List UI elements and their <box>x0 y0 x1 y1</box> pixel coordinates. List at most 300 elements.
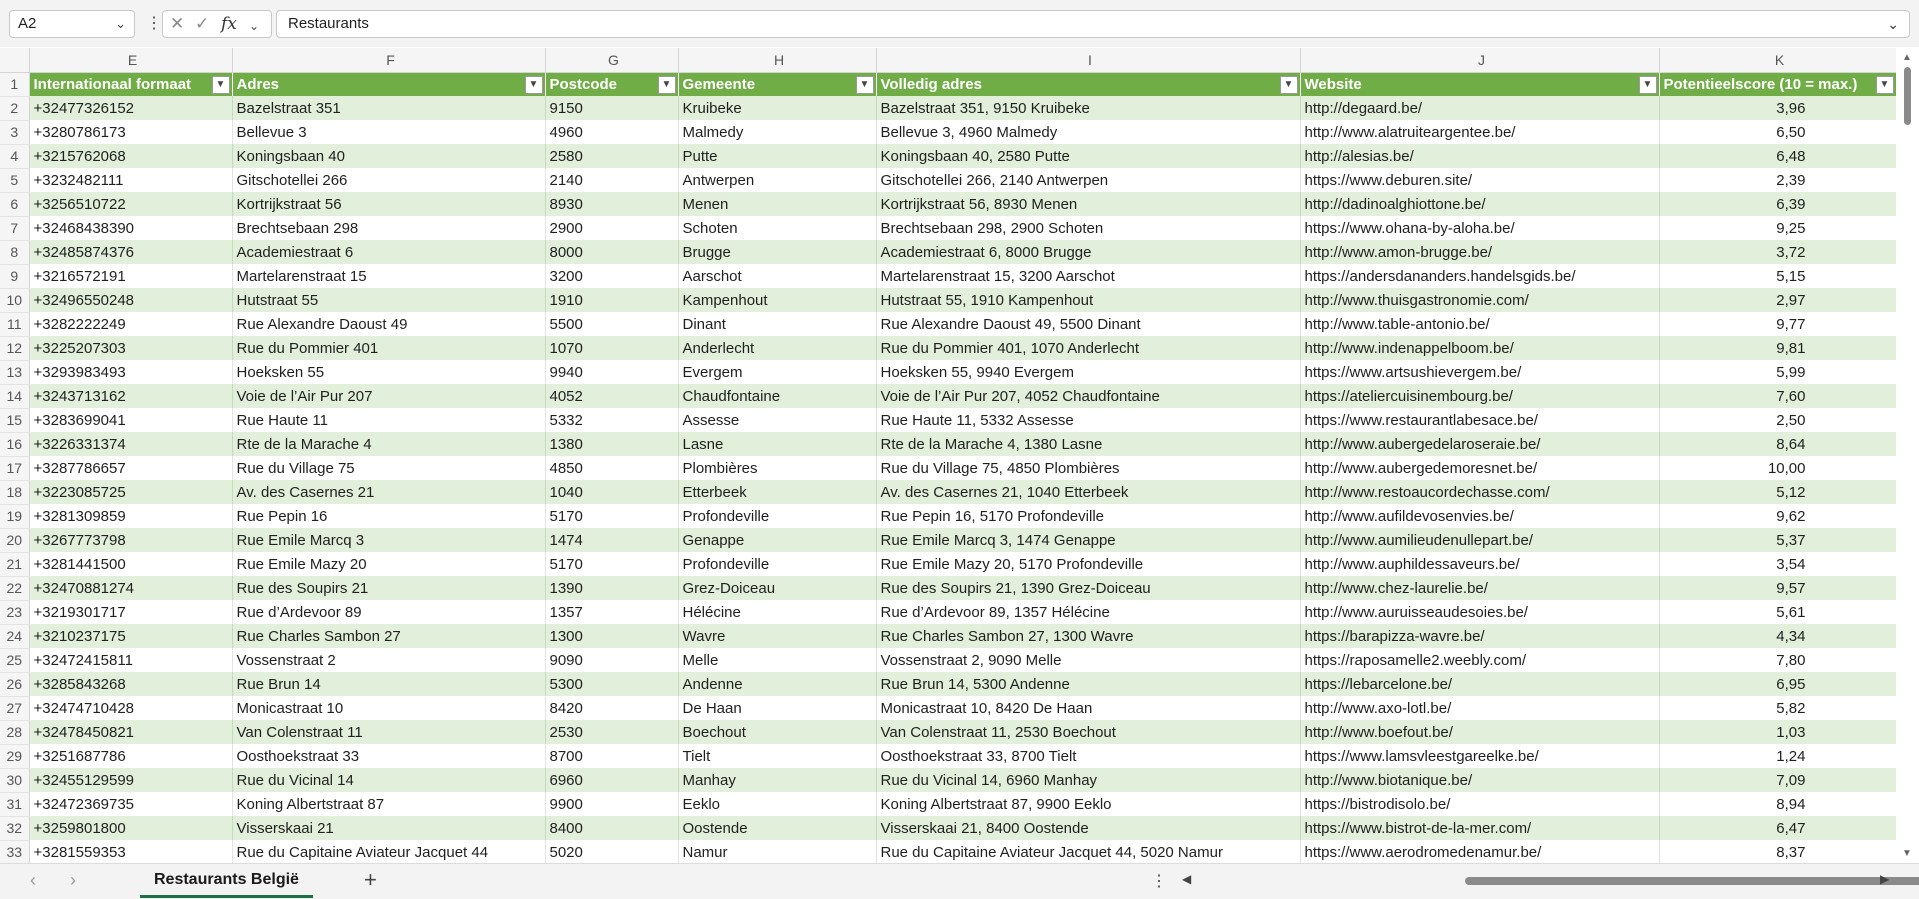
table-cell[interactable]: 9900 <box>545 792 678 816</box>
prev-sheet-icon[interactable]: ‹ <box>30 870 36 890</box>
row-header[interactable]: 13 <box>0 360 29 384</box>
table-cell[interactable]: http://degaard.be/ <box>1300 96 1659 120</box>
table-cell[interactable]: 9,25 <box>1659 216 1896 240</box>
table-cell[interactable]: 8,94 <box>1659 792 1896 816</box>
table-cell[interactable]: Oosthoekstraat 33, 8700 Tielt <box>876 744 1300 768</box>
table-cell[interactable]: Rte de la Marache 4, 1380 Lasne <box>876 432 1300 456</box>
table-cell[interactable]: Kruibeke <box>678 96 876 120</box>
table-cell[interactable]: 5500 <box>545 312 678 336</box>
table-cell[interactable]: 3200 <box>545 264 678 288</box>
table-cell[interactable]: 2,39 <box>1659 168 1896 192</box>
scroll-right-icon[interactable]: ▶ <box>1880 872 1890 886</box>
table-cell[interactable]: Visserskaai 21 <box>232 816 545 840</box>
table-cell[interactable]: http://www.aubergedemoresnet.be/ <box>1300 456 1659 480</box>
column-header-f[interactable]: F <box>232 48 545 72</box>
table-cell[interactable]: Rte de la Marache 4 <box>232 432 545 456</box>
table-cell[interactable]: Lasne <box>678 432 876 456</box>
table-cell[interactable]: 2580 <box>545 144 678 168</box>
table-cell[interactable]: 1,24 <box>1659 744 1896 768</box>
table-cell[interactable]: +3283699041 <box>29 408 232 432</box>
table-cell[interactable]: +32470881274 <box>29 576 232 600</box>
table-cell[interactable]: Dinant <box>678 312 876 336</box>
table-cell[interactable]: 8420 <box>545 696 678 720</box>
table-cell[interactable]: Putte <box>678 144 876 168</box>
table-cell[interactable]: 1040 <box>545 480 678 504</box>
table-cell[interactable]: 2140 <box>545 168 678 192</box>
horizontal-scroll-thumb[interactable] <box>1465 877 1919 885</box>
table-cell[interactable]: Assesse <box>678 408 876 432</box>
table-cell[interactable]: +3251687786 <box>29 744 232 768</box>
row-header[interactable]: 29 <box>0 744 29 768</box>
row-header[interactable]: 20 <box>0 528 29 552</box>
table-cell[interactable]: 9,81 <box>1659 336 1896 360</box>
header-cell[interactable] <box>876 72 1300 96</box>
insert-function-button[interactable]: fx <box>221 14 237 34</box>
table-cell[interactable]: Rue du Pommier 401 <box>232 336 545 360</box>
filter-dropdown-icon[interactable]: ▼ <box>658 76 676 94</box>
table-cell[interactable]: Evergem <box>678 360 876 384</box>
table-cell[interactable]: +3256510722 <box>29 192 232 216</box>
row-header[interactable]: 9 <box>0 264 29 288</box>
table-cell[interactable]: https://www.bistrot-de-la-mer.com/ <box>1300 816 1659 840</box>
table-cell[interactable]: Oostende <box>678 816 876 840</box>
table-cell[interactable]: http://www.auruisseaudesoies.be/ <box>1300 600 1659 624</box>
table-cell[interactable]: http://www.boefout.be/ <box>1300 720 1659 744</box>
table-cell[interactable]: Martelarenstraat 15, 3200 Aarschot <box>876 264 1300 288</box>
row-header[interactable]: 5 <box>0 168 29 192</box>
table-cell[interactable]: Rue Alexandre Daoust 49 <box>232 312 545 336</box>
table-cell[interactable]: Rue Haute 11 <box>232 408 545 432</box>
table-cell[interactable]: 1474 <box>545 528 678 552</box>
table-cell[interactable]: https://www.aerodromedenamur.be/ <box>1300 840 1659 863</box>
table-cell[interactable]: http://www.indenappelboom.be/ <box>1300 336 1659 360</box>
vertical-scroll-thumb[interactable] <box>1904 67 1911 125</box>
table-cell[interactable]: 2,50 <box>1659 408 1896 432</box>
table-cell[interactable]: +3232482111 <box>29 168 232 192</box>
table-cell[interactable]: 4850 <box>545 456 678 480</box>
table-cell[interactable]: https://www.ohana-by-aloha.be/ <box>1300 216 1659 240</box>
table-cell[interactable]: Vossenstraat 2 <box>232 648 545 672</box>
table-cell[interactable]: +3281559353 <box>29 840 232 863</box>
table-cell[interactable]: +3281441500 <box>29 552 232 576</box>
table-cell[interactable]: 7,09 <box>1659 768 1896 792</box>
table-cell[interactable]: Rue Alexandre Daoust 49, 5500 Dinant <box>876 312 1300 336</box>
expand-formula-icon[interactable]: ⌄ <box>1887 16 1899 32</box>
table-cell[interactable]: Academiestraat 6 <box>232 240 545 264</box>
table-cell[interactable]: 3,96 <box>1659 96 1896 120</box>
table-cell[interactable]: 10,00 <box>1659 456 1896 480</box>
table-cell[interactable]: +3243713162 <box>29 384 232 408</box>
table-cell[interactable]: 7,80 <box>1659 648 1896 672</box>
table-cell[interactable]: http://www.thuisgastronomie.com/ <box>1300 288 1659 312</box>
table-cell[interactable]: Namur <box>678 840 876 863</box>
table-cell[interactable]: Rue Haute 11, 5332 Assesse <box>876 408 1300 432</box>
row-header[interactable]: 16 <box>0 432 29 456</box>
table-cell[interactable]: http://dadinoalghiottone.be/ <box>1300 192 1659 216</box>
table-cell[interactable]: 8,64 <box>1659 432 1896 456</box>
table-cell[interactable]: 7,60 <box>1659 384 1896 408</box>
row-header[interactable]: 22 <box>0 576 29 600</box>
table-cell[interactable]: Av. des Casernes 21, 1040 Etterbeek <box>876 480 1300 504</box>
table-cell[interactable]: Koning Albertstraat 87, 9900 Eeklo <box>876 792 1300 816</box>
cancel-icon[interactable]: ✕ <box>170 14 185 33</box>
table-cell[interactable]: Kortrijkstraat 56, 8930 Menen <box>876 192 1300 216</box>
filter-dropdown-icon[interactable]: ▼ <box>212 76 230 94</box>
table-cell[interactable]: +3210237175 <box>29 624 232 648</box>
filter-dropdown-icon[interactable]: ▼ <box>525 76 543 94</box>
table-cell[interactable]: +3280786173 <box>29 120 232 144</box>
filter-dropdown-icon[interactable]: ▼ <box>1639 76 1657 94</box>
table-cell[interactable]: https://ateliercuisinembourg.be/ <box>1300 384 1659 408</box>
row-header[interactable]: 3 <box>0 120 29 144</box>
table-cell[interactable]: 2,97 <box>1659 288 1896 312</box>
column-header-i[interactable]: I <box>876 48 1300 72</box>
table-cell[interactable]: Oosthoekstraat 33 <box>232 744 545 768</box>
table-cell[interactable]: Voie de l’Air Pur 207, 4052 Chaudfontaine <box>876 384 1300 408</box>
table-cell[interactable]: Rue du Village 75 <box>232 456 545 480</box>
table-cell[interactable]: http://www.biotanique.be/ <box>1300 768 1659 792</box>
table-cell[interactable]: +3259801800 <box>29 816 232 840</box>
row-header[interactable]: 24 <box>0 624 29 648</box>
table-cell[interactable]: 5,15 <box>1659 264 1896 288</box>
table-cell[interactable]: +3287786657 <box>29 456 232 480</box>
select-all-corner[interactable] <box>0 48 29 72</box>
row-header[interactable]: 7 <box>0 216 29 240</box>
table-cell[interactable]: Monicastraat 10 <box>232 696 545 720</box>
row-header[interactable]: 27 <box>0 696 29 720</box>
table-cell[interactable]: Rue Brun 14 <box>232 672 545 696</box>
table-cell[interactable]: http://alesias.be/ <box>1300 144 1659 168</box>
table-cell[interactable]: +3285843268 <box>29 672 232 696</box>
table-cell[interactable]: https://www.lamsvleestgareelke.be/ <box>1300 744 1659 768</box>
row-header[interactable]: 31 <box>0 792 29 816</box>
table-cell[interactable]: Visserskaai 21, 8400 Oostende <box>876 816 1300 840</box>
table-cell[interactable]: +32472415811 <box>29 648 232 672</box>
table-cell[interactable]: Melle <box>678 648 876 672</box>
table-cell[interactable]: Bellevue 3, 4960 Malmedy <box>876 120 1300 144</box>
table-cell[interactable]: Aarschot <box>678 264 876 288</box>
table-cell[interactable]: 1380 <box>545 432 678 456</box>
table-cell[interactable]: http://www.aumilieudenullepart.be/ <box>1300 528 1659 552</box>
table-cell[interactable]: 1390 <box>545 576 678 600</box>
table-cell[interactable]: +32468438390 <box>29 216 232 240</box>
table-cell[interactable]: Eeklo <box>678 792 876 816</box>
table-cell[interactable]: +32496550248 <box>29 288 232 312</box>
row-header[interactable]: 12 <box>0 336 29 360</box>
table-cell[interactable]: Antwerpen <box>678 168 876 192</box>
table-cell[interactable]: Academiestraat 6, 8000 Brugge <box>876 240 1300 264</box>
row-header[interactable]: 10 <box>0 288 29 312</box>
table-cell[interactable]: 5,82 <box>1659 696 1896 720</box>
table-cell[interactable]: 9940 <box>545 360 678 384</box>
row-header[interactable]: 23 <box>0 600 29 624</box>
table-cell[interactable]: +3293983493 <box>29 360 232 384</box>
filter-dropdown-icon[interactable]: ▼ <box>1876 76 1894 94</box>
header-cell[interactable] <box>29 72 232 96</box>
row-header[interactable]: 15 <box>0 408 29 432</box>
column-header-e[interactable]: E <box>29 48 232 72</box>
table-cell[interactable]: Koningsbaan 40, 2580 Putte <box>876 144 1300 168</box>
enter-icon[interactable]: ✓ <box>195 14 210 33</box>
table-cell[interactable]: https://lebarcelone.be/ <box>1300 672 1659 696</box>
table-cell[interactable]: 4,34 <box>1659 624 1896 648</box>
table-cell[interactable]: https://www.restaurantlabesace.be/ <box>1300 408 1659 432</box>
table-cell[interactable]: Rue d’Ardevoor 89, 1357 Hélécine <box>876 600 1300 624</box>
table-cell[interactable]: 5170 <box>545 552 678 576</box>
table-cell[interactable]: Gitschotellei 266 <box>232 168 545 192</box>
table-cell[interactable]: http://www.table-antonio.be/ <box>1300 312 1659 336</box>
table-cell[interactable]: Grez-Doiceau <box>678 576 876 600</box>
table-cell[interactable]: +3216572191 <box>29 264 232 288</box>
horizontal-scrollbar[interactable] <box>1178 872 1892 890</box>
table-cell[interactable]: 4052 <box>545 384 678 408</box>
header-cell[interactable] <box>1659 72 1896 96</box>
column-header-g[interactable]: G <box>545 48 678 72</box>
table-cell[interactable]: Hutstraat 55 <box>232 288 545 312</box>
table-cell[interactable]: https://barapizza-wavre.be/ <box>1300 624 1659 648</box>
table-cell[interactable]: Van Colenstraat 11, 2530 Boechout <box>876 720 1300 744</box>
table-cell[interactable]: 5,61 <box>1659 600 1896 624</box>
table-cell[interactable]: 4960 <box>545 120 678 144</box>
table-cell[interactable]: Brugge <box>678 240 876 264</box>
scroll-left-icon[interactable]: ◀ <box>1182 872 1192 886</box>
scroll-up-icon[interactable]: ▲ <box>1902 52 1912 63</box>
row-header[interactable]: 19 <box>0 504 29 528</box>
table-cell[interactable]: Voie de l’Air Pur 207 <box>232 384 545 408</box>
table-cell[interactable]: Bazelstraat 351, 9150 Kruibeke <box>876 96 1300 120</box>
table-cell[interactable]: 5020 <box>545 840 678 863</box>
table-cell[interactable]: Van Colenstraat 11 <box>232 720 545 744</box>
table-cell[interactable]: 9,62 <box>1659 504 1896 528</box>
table-cell[interactable]: https://www.artsushievergem.be/ <box>1300 360 1659 384</box>
row-header[interactable]: 21 <box>0 552 29 576</box>
table-cell[interactable]: +3215762068 <box>29 144 232 168</box>
table-cell[interactable]: 2530 <box>545 720 678 744</box>
scroll-down-icon[interactable]: ▼ <box>1902 848 1912 859</box>
table-cell[interactable]: +32485874376 <box>29 240 232 264</box>
table-cell[interactable]: 6,50 <box>1659 120 1896 144</box>
table-cell[interactable]: 1,03 <box>1659 720 1896 744</box>
table-cell[interactable]: Profondeville <box>678 552 876 576</box>
table-cell[interactable]: 5332 <box>545 408 678 432</box>
table-cell[interactable]: 9,57 <box>1659 576 1896 600</box>
table-cell[interactable]: 8,37 <box>1659 840 1896 863</box>
table-cell[interactable]: Koning Albertstraat 87 <box>232 792 545 816</box>
table-cell[interactable]: Rue Emile Mazy 20 <box>232 552 545 576</box>
table-cell[interactable]: http://www.aufildevosenvies.be/ <box>1300 504 1659 528</box>
table-cell[interactable]: http://www.axo-lotl.be/ <box>1300 696 1659 720</box>
table-cell[interactable]: Vossenstraat 2, 9090 Melle <box>876 648 1300 672</box>
table-cell[interactable]: +32477326152 <box>29 96 232 120</box>
table-cell[interactable]: Kampenhout <box>678 288 876 312</box>
table-cell[interactable]: Rue Brun 14, 5300 Andenne <box>876 672 1300 696</box>
table-cell[interactable]: Martelarenstraat 15 <box>232 264 545 288</box>
table-cell[interactable]: 1070 <box>545 336 678 360</box>
table-cell[interactable]: Profondeville <box>678 504 876 528</box>
table-cell[interactable]: 8400 <box>545 816 678 840</box>
table-cell[interactable]: Av. des Casernes 21 <box>232 480 545 504</box>
table-cell[interactable]: Rue des Soupirs 21, 1390 Grez-Doiceau <box>876 576 1300 600</box>
row-header[interactable]: 2 <box>0 96 29 120</box>
table-cell[interactable]: Rue du Village 75, 4850 Plombières <box>876 456 1300 480</box>
row-header[interactable]: 25 <box>0 648 29 672</box>
table-cell[interactable]: Manhay <box>678 768 876 792</box>
row-header[interactable]: 18 <box>0 480 29 504</box>
header-cell[interactable] <box>678 72 876 96</box>
table-cell[interactable]: Plombières <box>678 456 876 480</box>
table-cell[interactable]: Gitschotellei 266, 2140 Antwerpen <box>876 168 1300 192</box>
table-cell[interactable]: 5300 <box>545 672 678 696</box>
row-header[interactable]: 14 <box>0 384 29 408</box>
name-box[interactable] <box>9 10 135 38</box>
row-header[interactable]: 8 <box>0 240 29 264</box>
row-header[interactable]: 28 <box>0 720 29 744</box>
table-cell[interactable]: https://raposamelle2.weebly.com/ <box>1300 648 1659 672</box>
table-cell[interactable]: 9150 <box>545 96 678 120</box>
table-cell[interactable]: Kortrijkstraat 56 <box>232 192 545 216</box>
vertical-scrollbar[interactable] <box>1896 48 1919 863</box>
chevron-down-icon[interactable]: ⌄ <box>249 19 260 33</box>
table-cell[interactable]: 1300 <box>545 624 678 648</box>
table-cell[interactable]: Koningsbaan 40 <box>232 144 545 168</box>
header-cell[interactable] <box>1300 72 1659 96</box>
table-cell[interactable]: http://www.restoaucordechasse.com/ <box>1300 480 1659 504</box>
table-cell[interactable]: +3225207303 <box>29 336 232 360</box>
more-options-icon[interactable]: ⋮ <box>1151 873 1167 890</box>
table-cell[interactable]: 3,72 <box>1659 240 1896 264</box>
row-header[interactable]: 26 <box>0 672 29 696</box>
table-cell[interactable]: 6,48 <box>1659 144 1896 168</box>
sheet-tab[interactable]: Restaurants België <box>140 864 313 898</box>
row-header[interactable]: 1 <box>0 72 29 96</box>
table-cell[interactable]: https://andersdananders.handelsgids.be/ <box>1300 264 1659 288</box>
table-cell[interactable]: Monicastraat 10, 8420 De Haan <box>876 696 1300 720</box>
table-cell[interactable]: http://www.amon-brugge.be/ <box>1300 240 1659 264</box>
table-cell[interactable]: Rue des Soupirs 21 <box>232 576 545 600</box>
table-cell[interactable]: http://www.alatruiteargentee.be/ <box>1300 120 1659 144</box>
table-cell[interactable]: Andenne <box>678 672 876 696</box>
row-header[interactable]: 17 <box>0 456 29 480</box>
chevron-down-icon[interactable]: ⌄ <box>115 16 126 31</box>
table-cell[interactable]: Anderlecht <box>678 336 876 360</box>
table-cell[interactable]: 1357 <box>545 600 678 624</box>
table-cell[interactable]: Rue Pepin 16, 5170 Profondeville <box>876 504 1300 528</box>
table-cell[interactable]: Boechout <box>678 720 876 744</box>
table-cell[interactable]: http://www.aubergedelaroseraie.be/ <box>1300 432 1659 456</box>
table-cell[interactable]: Hoeksken 55, 9940 Evergem <box>876 360 1300 384</box>
table-cell[interactable]: 5,99 <box>1659 360 1896 384</box>
row-header[interactable]: 33 <box>0 840 29 863</box>
table-cell[interactable]: +3219301717 <box>29 600 232 624</box>
add-sheet-button[interactable]: + <box>364 867 377 892</box>
table-cell[interactable]: https://www.deburen.site/ <box>1300 168 1659 192</box>
table-cell[interactable]: Schoten <box>678 216 876 240</box>
table-cell[interactable]: 8700 <box>545 744 678 768</box>
next-sheet-icon[interactable]: › <box>70 870 76 890</box>
table-cell[interactable]: +3281309859 <box>29 504 232 528</box>
row-header[interactable]: 32 <box>0 816 29 840</box>
table-cell[interactable]: 6,47 <box>1659 816 1896 840</box>
row-header[interactable]: 11 <box>0 312 29 336</box>
table-cell[interactable]: 8000 <box>545 240 678 264</box>
table-cell[interactable]: +32472369735 <box>29 792 232 816</box>
table-cell[interactable]: Rue du Vicinal 14, 6960 Manhay <box>876 768 1300 792</box>
row-header[interactable]: 6 <box>0 192 29 216</box>
table-cell[interactable]: Hutstraat 55, 1910 Kampenhout <box>876 288 1300 312</box>
table-cell[interactable]: +3267773798 <box>29 528 232 552</box>
table-cell[interactable]: 8930 <box>545 192 678 216</box>
table-cell[interactable]: Bellevue 3 <box>232 120 545 144</box>
table-cell[interactable]: Bazelstraat 351 <box>232 96 545 120</box>
table-cell[interactable]: 3,54 <box>1659 552 1896 576</box>
table-cell[interactable]: De Haan <box>678 696 876 720</box>
table-cell[interactable]: 5,37 <box>1659 528 1896 552</box>
table-cell[interactable]: Wavre <box>678 624 876 648</box>
table-cell[interactable]: Rue du Pommier 401, 1070 Anderlecht <box>876 336 1300 360</box>
row-header[interactable]: 30 <box>0 768 29 792</box>
table-cell[interactable]: Genappe <box>678 528 876 552</box>
table-cell[interactable]: http://www.chez-laurelie.be/ <box>1300 576 1659 600</box>
row-header[interactable]: 4 <box>0 144 29 168</box>
table-cell[interactable]: Hélécine <box>678 600 876 624</box>
table-cell[interactable]: 1910 <box>545 288 678 312</box>
table-cell[interactable]: Rue Charles Sambon 27 <box>232 624 545 648</box>
table-cell[interactable]: +32455129599 <box>29 768 232 792</box>
column-header-j[interactable]: J <box>1300 48 1659 72</box>
table-cell[interactable]: +32478450821 <box>29 720 232 744</box>
formula-input[interactable] <box>276 10 1910 38</box>
column-header-h[interactable]: H <box>678 48 876 72</box>
table-cell[interactable]: Rue d’Ardevoor 89 <box>232 600 545 624</box>
header-cell[interactable] <box>545 72 678 96</box>
table-cell[interactable]: +3226331374 <box>29 432 232 456</box>
more-options-icon[interactable]: ⋮ <box>146 15 162 32</box>
header-cell[interactable] <box>232 72 545 96</box>
table-cell[interactable]: Rue du Vicinal 14 <box>232 768 545 792</box>
table-cell[interactable]: Rue Emile Marcq 3 <box>232 528 545 552</box>
table-cell[interactable]: 6960 <box>545 768 678 792</box>
table-cell[interactable]: 6,95 <box>1659 672 1896 696</box>
table-cell[interactable]: Rue Charles Sambon 27, 1300 Wavre <box>876 624 1300 648</box>
table-cell[interactable]: +3282222249 <box>29 312 232 336</box>
table-cell[interactable]: +32474710428 <box>29 696 232 720</box>
table-cell[interactable]: 5170 <box>545 504 678 528</box>
table-cell[interactable]: Menen <box>678 192 876 216</box>
table-cell[interactable]: Rue du Capitaine Aviateur Jacquet 44, 5020 Namur <box>876 840 1300 863</box>
table-cell[interactable]: Tielt <box>678 744 876 768</box>
table-cell[interactable]: Rue Emile Marcq 3, 1474 Genappe <box>876 528 1300 552</box>
table-cell[interactable]: 5,12 <box>1659 480 1896 504</box>
table-cell[interactable]: Chaudfontaine <box>678 384 876 408</box>
table-cell[interactable]: Rue Emile Mazy 20, 5170 Profondeville <box>876 552 1300 576</box>
column-header-k[interactable]: K <box>1659 48 1896 72</box>
table-cell[interactable]: Rue du Capitaine Aviateur Jacquet 44 <box>232 840 545 863</box>
table-cell[interactable]: 6,39 <box>1659 192 1896 216</box>
table-cell[interactable]: Hoeksken 55 <box>232 360 545 384</box>
table-cell[interactable]: 9,77 <box>1659 312 1896 336</box>
table-cell[interactable]: 2900 <box>545 216 678 240</box>
table-cell[interactable]: +3223085725 <box>29 480 232 504</box>
table-cell[interactable]: 9090 <box>545 648 678 672</box>
filter-dropdown-icon[interactable]: ▼ <box>1280 76 1298 94</box>
table-cell[interactable]: Brechtsebaan 298 <box>232 216 545 240</box>
table-cell[interactable]: Brechtsebaan 298, 2900 Schoten <box>876 216 1300 240</box>
table-cell[interactable]: Malmedy <box>678 120 876 144</box>
table-cell[interactable]: http://www.auphildessaveurs.be/ <box>1300 552 1659 576</box>
table-cell[interactable]: https://bistrodisolo.be/ <box>1300 792 1659 816</box>
table-cell[interactable]: Rue Pepin 16 <box>232 504 545 528</box>
table-cell[interactable]: Etterbeek <box>678 480 876 504</box>
